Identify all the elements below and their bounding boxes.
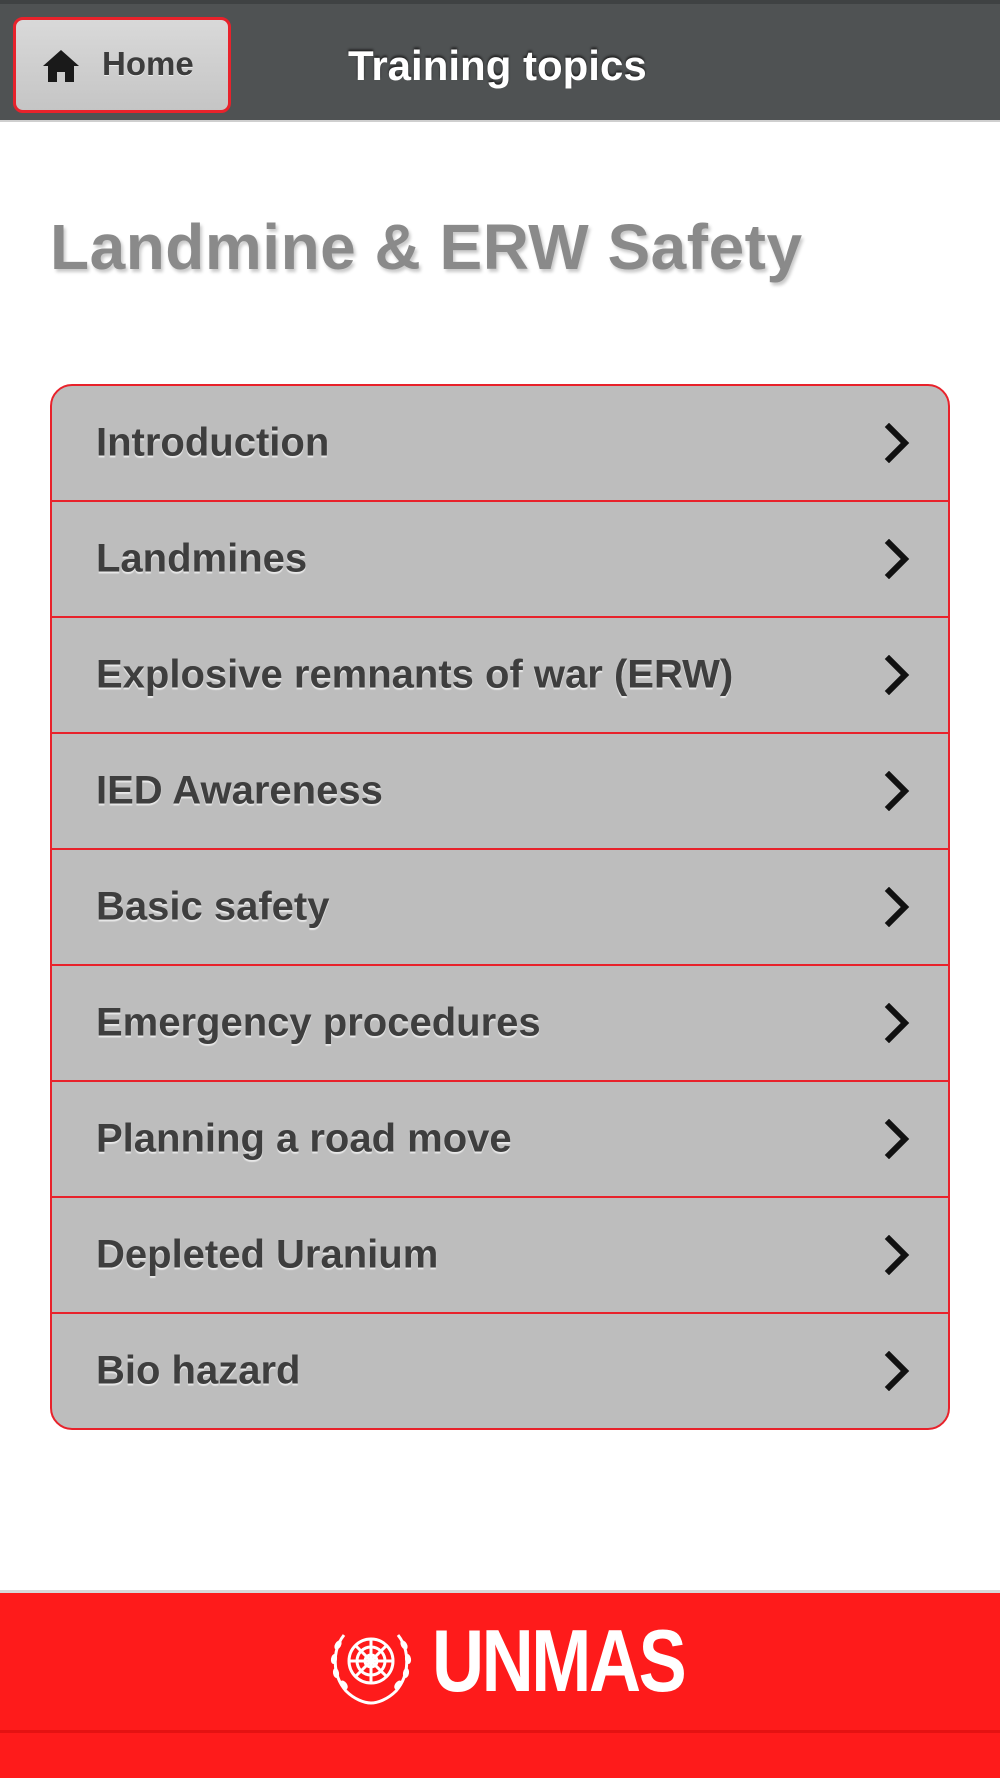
un-emblem-icon [322, 1615, 420, 1707]
topic-label: Emergency procedures [96, 1000, 541, 1045]
topic-item-introduction[interactable] [52, 386, 948, 500]
header-title: Training topics [348, 42, 647, 89]
topic-label: IED Awareness [96, 768, 383, 813]
topic-item-basic-safety[interactable] [52, 848, 948, 964]
home-button[interactable] [13, 17, 231, 113]
topic-list [50, 384, 950, 1430]
chevron-right-icon [884, 423, 912, 463]
page-title: Landmine & ERW Safety [50, 211, 803, 283]
unmas-logo: UNMAS [432, 1611, 685, 1710]
chevron-right-icon [884, 1351, 912, 1391]
topic-item-landmines[interactable] [52, 500, 948, 616]
chevron-right-icon [884, 1235, 912, 1275]
topic-label: Landmines [96, 536, 308, 581]
footer [0, 1590, 1000, 1778]
chevron-right-icon [884, 887, 912, 927]
chevron-right-icon [884, 655, 912, 695]
topic-item-planning-road-move[interactable] [52, 1080, 948, 1196]
home-button-label: Home [102, 45, 194, 82]
chevron-right-icon [884, 1119, 912, 1159]
home-icon [41, 48, 81, 84]
footer-divider [0, 1730, 1000, 1733]
topic-item-ied-awareness[interactable] [52, 732, 948, 848]
topic-item-emergency-procedures[interactable] [52, 964, 948, 1080]
topic-item-depleted-uranium[interactable] [52, 1196, 948, 1312]
topic-label: Explosive remnants of war (ERW) [96, 652, 734, 697]
topic-item-erw[interactable] [52, 616, 948, 732]
chevron-right-icon [884, 1003, 912, 1043]
topic-label: Depleted Uranium [96, 1232, 439, 1277]
chevron-right-icon [884, 771, 912, 811]
topic-label: Basic safety [96, 884, 330, 929]
topic-label: Introduction [96, 420, 330, 465]
topic-label: Bio hazard [96, 1348, 301, 1393]
top-bar [0, 0, 1000, 122]
topic-label: Planning a road move [96, 1116, 512, 1161]
topic-item-bio-hazard[interactable] [52, 1312, 948, 1428]
chevron-right-icon [884, 539, 912, 579]
